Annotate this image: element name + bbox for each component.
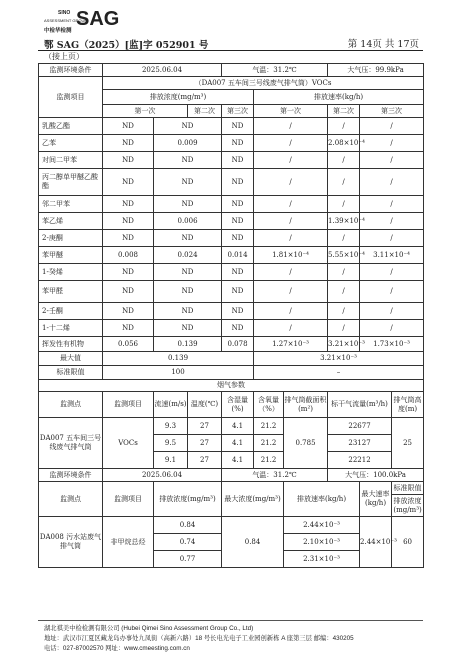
rate-3: /: [360, 152, 424, 169]
conc-3: ND: [222, 169, 254, 196]
conc-1: ND: [103, 213, 154, 230]
logo-sino-text: SINO: [58, 10, 71, 16]
rate-1: /: [254, 213, 328, 230]
flue-area: 0.785: [284, 418, 328, 469]
rate-2: /: [328, 196, 360, 213]
time-4: 第一次: [254, 105, 328, 118]
conc-1: ND: [103, 264, 154, 281]
flue-o: 21.2: [254, 452, 284, 469]
voc-compound-row: [39, 320, 424, 337]
rate-2: 3.21×10⁻³: [328, 337, 360, 352]
flue-q: 23127: [328, 435, 392, 452]
voc-compound-row: [39, 247, 424, 264]
flue-h-height: 排气筒高度(m): [392, 392, 424, 418]
footer-divider: [38, 620, 423, 621]
time-2: 第二次: [188, 105, 222, 118]
voc-compound-row: [39, 264, 424, 281]
footer-contact: 电话：027-87002570 网址：www.cmeesting.com.cn: [44, 645, 190, 652]
conc-2: ND: [154, 264, 222, 281]
max-conc: 0.139: [103, 352, 254, 366]
time-1: 第一次: [103, 105, 188, 118]
compound-name: 丙二醇单甲醚乙酸酯: [39, 169, 103, 196]
flue-row-1: [39, 418, 424, 435]
conc-2: 0.024: [154, 247, 222, 264]
compound-name: 邻二甲苯: [39, 196, 103, 213]
conc-1: ND: [103, 196, 154, 213]
conc-3: ND: [222, 281, 254, 303]
page-number: 第 14页 共 17页: [347, 39, 419, 50]
rate-3: /: [360, 281, 424, 303]
voc-title-row: [39, 77, 424, 90]
flue-v: 9.5: [154, 435, 188, 452]
da008-h-limit-sub: 排放浓度(mg/m³): [392, 495, 424, 517]
env-row-1: [39, 64, 424, 77]
rate-2: 1.39×10⁻⁴: [328, 213, 360, 230]
voc-point-title: （DA007 五车间三号线废气排气筒）VOCs: [103, 77, 424, 90]
da008-rate: 2.44×10⁻³: [284, 517, 360, 534]
rate-3: /: [360, 118, 424, 135]
flue-title-row: [39, 380, 424, 392]
conc-2: ND: [154, 169, 222, 196]
env2-temp: 气温：31.2℃: [222, 469, 328, 482]
rate-2: /: [328, 152, 360, 169]
flue-h-moisture: 含湿量(%): [222, 392, 254, 418]
conc-2: ND: [154, 320, 222, 337]
da008-rate: 2.10×10⁻³: [284, 534, 360, 551]
conc-1: 0.008: [103, 247, 154, 264]
conc-1: ND: [103, 320, 154, 337]
compound-name: 对间二甲苯: [39, 152, 103, 169]
da008-max-conc: 0.84: [222, 517, 284, 568]
da008-h-limit: 标准限值: [392, 482, 424, 495]
flue-o: 21.2: [254, 435, 284, 452]
rate-3: /: [360, 135, 424, 152]
rate-3: /: [360, 303, 424, 320]
compound-name: 苯乙烯: [39, 213, 103, 230]
rate-2: /: [328, 118, 360, 135]
flue-title: 烟气参数: [39, 380, 424, 392]
env-row-2: [39, 469, 424, 482]
env-pressure: 大气压：99.9kPa: [328, 64, 424, 77]
monitoring-table: [38, 63, 424, 568]
conc-3: ND: [222, 152, 254, 169]
voc-compound-row: [39, 152, 424, 169]
document-number: 鄂 SAG（2025）[监]字 052901 号: [44, 40, 209, 51]
flue-t: 27: [188, 452, 222, 469]
conc-3: ND: [222, 135, 254, 152]
rate-3: /: [360, 320, 424, 337]
rate-1: /: [254, 264, 328, 281]
rate-1: /: [254, 169, 328, 196]
compound-name: 2-壬酮: [39, 303, 103, 320]
continued-label: （接上页）: [44, 52, 84, 61]
rate-1: /: [254, 135, 328, 152]
max-rate: 3.21×10⁻³: [254, 352, 424, 366]
voc-limit-row: [39, 366, 424, 380]
conc-2: ND: [154, 118, 222, 135]
da008-item: 非甲烷总烃: [103, 517, 154, 568]
compound-name: 乳酸乙酯: [39, 118, 103, 135]
rate-3: 1.73×10⁻³: [360, 337, 424, 352]
rate-1: /: [254, 152, 328, 169]
flue-t: 27: [188, 435, 222, 452]
da008-row-1: [39, 517, 424, 534]
conc-3: ND: [222, 303, 254, 320]
env-date: 2025.06.04: [103, 64, 222, 77]
da008-limit: 60: [392, 517, 424, 568]
conc-2: 0.006: [154, 213, 222, 230]
conc-1: 0.056: [103, 337, 154, 352]
conc-3: ND: [222, 118, 254, 135]
time-3: 第三次: [222, 105, 254, 118]
voc-rate-header: 排放速率(kg/h): [254, 90, 424, 105]
compound-name: 2-庚酮: [39, 230, 103, 247]
compound-name: 1-癸烯: [39, 264, 103, 281]
max-label: 最大值: [39, 352, 103, 366]
flue-v: 9.3: [154, 418, 188, 435]
conc-1: ND: [103, 303, 154, 320]
logo-sag-text: SAG: [76, 8, 120, 30]
env2-pressure: 大气压：100.0kPa: [328, 469, 424, 482]
logo-chinese: 中检华检测: [44, 28, 72, 34]
logo-subtitle: ASSESSMENT GROUP: [44, 18, 88, 23]
da008-h-max-conc: 最大浓度(mg/m³): [222, 482, 284, 517]
conc-1: ND: [103, 230, 154, 247]
voc-compound-row: [39, 337, 424, 352]
da008-max-rate: 2.44×10⁻³: [360, 517, 392, 568]
flue-h: 4.1: [222, 418, 254, 435]
compound-name: 苯甲醛: [39, 281, 103, 303]
da008-conc: 0.77: [154, 551, 222, 568]
voc-compound-row: [39, 135, 424, 152]
da008-h-max-rate: 最大速率(kg/h): [360, 482, 392, 517]
flue-h-point: 监测点: [39, 392, 103, 418]
env-temp: 气温：31.2℃: [222, 64, 328, 77]
conc-1: ND: [103, 152, 154, 169]
voc-compound-row: [39, 281, 424, 303]
flue-o: 21.2: [254, 418, 284, 435]
rate-2: /: [328, 320, 360, 337]
flue-v: 9.1: [154, 452, 188, 469]
conc-3: ND: [222, 213, 254, 230]
rate-3: /: [360, 264, 424, 281]
flue-h-oxygen: 含氧量（%）: [254, 392, 284, 418]
conc-3: ND: [222, 230, 254, 247]
rate-2: /: [328, 264, 360, 281]
da008-h-item: 监测项目: [103, 482, 154, 517]
rate-1: /: [254, 281, 328, 303]
rate-1: /: [254, 230, 328, 247]
rate-2: /: [328, 303, 360, 320]
voc-compound-row: [39, 196, 424, 213]
da008-header-row-1: [39, 482, 424, 495]
company-logo: [44, 8, 124, 36]
da008-point: DA008 污水站废气排气筒: [39, 517, 103, 568]
conc-1: ND: [103, 281, 154, 303]
limit-rate: –: [254, 366, 424, 380]
flue-item: VOCs: [103, 418, 154, 469]
da008-h-point: 监测点: [39, 482, 103, 517]
compound-name: 挥发性有机物: [39, 337, 103, 352]
da008-h-rate: 排放速率(kg/h): [284, 482, 360, 517]
rate-1: /: [254, 320, 328, 337]
rate-2: /: [328, 169, 360, 196]
flue-height: 25: [392, 418, 424, 469]
conc-3: ND: [222, 196, 254, 213]
da008-conc: 0.74: [154, 534, 222, 551]
rate-3: 3.11×10⁻⁴: [360, 247, 424, 264]
conc-2: 0.009: [154, 135, 222, 152]
voc-compound-row: [39, 230, 424, 247]
footer-company: 湖北祺美中检检测有限公司 (Hubei Qimei Sino Assessment Group Co., Ltd): [44, 625, 254, 632]
rate-2: 5.55×10⁻⁴: [328, 247, 360, 264]
compound-name: 苯甲醚: [39, 247, 103, 264]
conc-2: ND: [154, 281, 222, 303]
time-6: 第三次: [360, 105, 424, 118]
flue-h-item: 监测项目: [103, 392, 154, 418]
rate-1: /: [254, 196, 328, 213]
conc-1: ND: [103, 169, 154, 196]
compound-name: 1-十二烯: [39, 320, 103, 337]
flue-q: 22677: [328, 418, 392, 435]
flue-h-velocity: 流速(m/s): [154, 392, 188, 418]
voc-compound-row: [39, 118, 424, 135]
voc-conc-header: 排放浓度(mg/m³): [103, 90, 254, 105]
rate-1: /: [254, 118, 328, 135]
conc-1: ND: [103, 135, 154, 152]
voc-compound-row: [39, 213, 424, 230]
flue-h-temp: 温度(℃): [188, 392, 222, 418]
rate-3: /: [360, 213, 424, 230]
rate-3: /: [360, 196, 424, 213]
da008-h-conc: 排放浓度(mg/m³): [154, 482, 222, 517]
time-5: 第二次: [328, 105, 360, 118]
voc-max-row: [39, 352, 424, 366]
compound-name: 乙苯: [39, 135, 103, 152]
voc-item-label: 监测项目: [39, 77, 103, 118]
voc-compound-row: [39, 169, 424, 196]
flue-t: 27: [188, 418, 222, 435]
conc-2: ND: [154, 303, 222, 320]
env-label: 监测环境条件: [39, 64, 103, 77]
rate-3: /: [360, 230, 424, 247]
conc-2: ND: [154, 152, 222, 169]
rate-1: /: [254, 303, 328, 320]
rate-2: 2.08×10⁻⁴: [328, 135, 360, 152]
rate-1: 1.27×10⁻³: [254, 337, 328, 352]
limit-conc: 100: [103, 366, 254, 380]
conc-3: 0.014: [222, 247, 254, 264]
rate-2: /: [328, 230, 360, 247]
voc-compound-row: [39, 303, 424, 320]
conc-3: ND: [222, 320, 254, 337]
conc-2: ND: [154, 196, 222, 213]
da008-rate: 2.31×10⁻³: [284, 551, 360, 568]
footer-address: 地址：武汉市江夏区藏龙岛办事处九凤街（高新六路）18 号长电光电子工业园创新栋 A 座第三层 邮编：430205: [44, 635, 354, 642]
rate-2: /: [328, 281, 360, 303]
conc-2: ND: [154, 230, 222, 247]
rate-1: 1.81×10⁻⁴: [254, 247, 328, 264]
rate-3: /: [360, 169, 424, 196]
voc-rows: [39, 118, 424, 352]
flue-point: DA007 五车间三号线废气排气筒: [39, 418, 103, 469]
header-divider: [38, 50, 423, 51]
flue-h: 4.1: [222, 435, 254, 452]
limit-label: 标准限值: [39, 366, 103, 380]
env2-date: 2025.06.04: [103, 469, 222, 482]
da008-conc: 0.84: [154, 517, 222, 534]
conc-1: ND: [103, 118, 154, 135]
flue-header-row: [39, 392, 424, 418]
conc-3: 0.078: [222, 337, 254, 352]
flue-h-area: 排气筒截面积(m²): [284, 392, 328, 418]
flue-h-flow: 标干气流量(m³/h): [328, 392, 392, 418]
env2-label: 监测环境条件: [39, 469, 103, 482]
conc-2: 0.139: [154, 337, 222, 352]
conc-3: ND: [222, 264, 254, 281]
flue-q: 22212: [328, 452, 392, 469]
flue-h: 4.1: [222, 452, 254, 469]
